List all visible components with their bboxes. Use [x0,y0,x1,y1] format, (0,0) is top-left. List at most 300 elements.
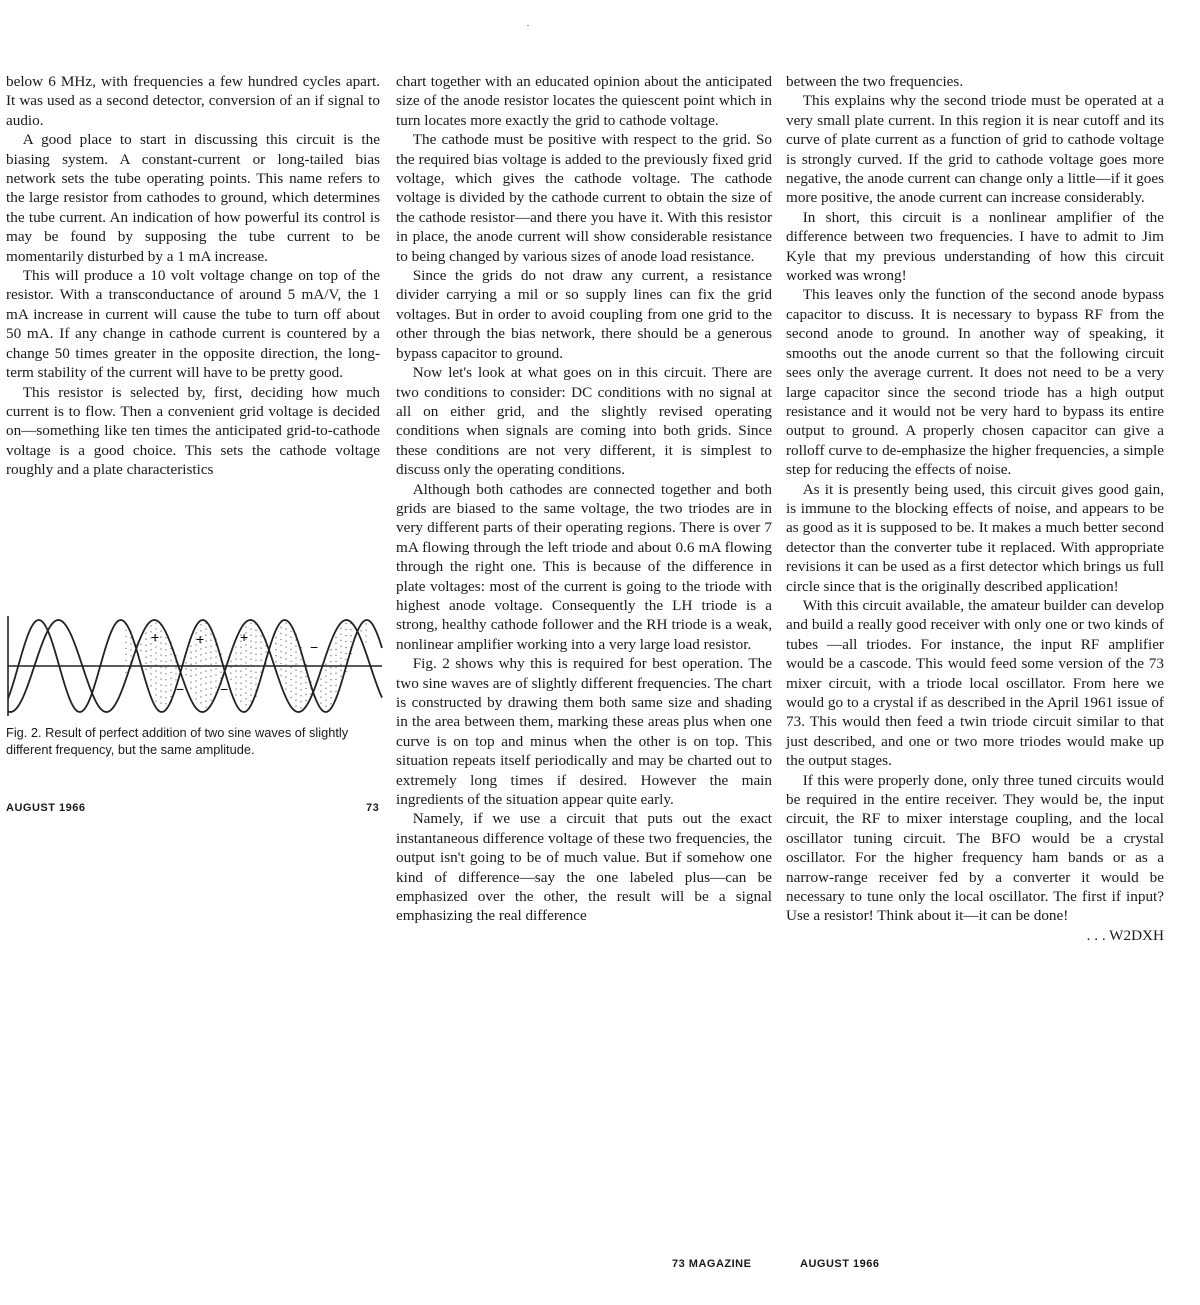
shade-dot [185,662,186,663]
shade-dot [145,657,146,658]
shade-dot [260,641,261,642]
shade-dot [335,673,336,674]
shade-dot [350,641,351,642]
shade-dot [280,633,281,634]
shade-dot [295,651,296,652]
shade-dot [335,649,336,650]
shade-dot [205,689,206,690]
paragraph: Although both cathodes are connected together and both grids are biased to the same voltage, the two triodes are in very different parts of their operating regions. There is over 7 mA flowing through the left triode and about 0.6 mA flowing through the right one. This is because of the difference in plate voltages: most of the current is going to the triode with highest anode voltage. Consequently the LH triode is a strong, healthy cathode follower and the RH triode is a weak, nonlinear amplifier working into a very large load resistor. [396,480,772,653]
shade-dot [140,644,141,645]
shade-dot [240,659,241,660]
shade-dot [145,633,146,634]
shade-dot [260,659,261,660]
shade-dot [245,686,246,687]
shade-dot [325,705,326,706]
shade-dot [300,683,301,684]
shade-dot [215,668,216,669]
shade-dot [265,651,266,652]
shade-dot [150,685,151,686]
shade-dot [345,647,346,648]
shade-dot [295,699,296,700]
shade-dot [210,699,211,700]
shade-dot [155,652,156,653]
shade-dot [195,650,196,651]
shade-dot [125,648,126,649]
shade-dot [215,656,216,657]
shade-dot [205,629,206,630]
shade-dot [360,630,361,631]
shade-dot [340,670,341,671]
shade-dot [290,673,291,674]
shade-dot [255,684,256,685]
paragraph: In short, this circuit is a nonlinear amplifier of the difference between two frequencies. I have to admit to Jim Kyle that my previous understanding of how this circuit worked was wrong! [786,208,1164,285]
shade-dot [190,670,191,671]
shade-dot [305,676,306,677]
shade-dot [200,690,201,691]
shade-dot [235,682,236,683]
shade-dot [240,653,241,654]
footer-magazine: 73 MAGAZINE [672,1258,752,1270]
shade-dot [145,651,146,652]
shade-dot [255,660,256,661]
shade-dot [285,652,286,653]
plus-label: + [196,631,205,647]
shade-dot [285,628,286,629]
paragraph: chart together with an educated opinion about the anticipated size of the anode resistor locates the quiescent point which in turn locates more exactly the grid to cathode voltage. [396,73,772,129]
footer-date-right: AUGUST 1966 [800,1258,880,1270]
shade-dot [165,691,166,692]
shade-dot [155,658,156,659]
shade-dot [195,656,196,657]
shade-dot [170,666,171,667]
shade-dot [240,671,241,672]
paragraph: below 6 MHz, with frequencies a few hundred cycles apart. It was used as a second detector, conversion of an if signal to audio. [6,73,380,129]
shade-dot [350,635,351,636]
shade-dot [155,688,156,689]
shade-dot [165,661,166,662]
shade-dot [320,696,321,697]
shade-dot [290,643,291,644]
shade-dot [165,679,166,680]
shade-dot [215,650,216,651]
paragraph: This explains why the second triode must be operated at a very small plate current. In this region it is near cutoff and its curve of plate current as a function of grid to cathode voltage is strongly curved. If the grid to cathode voltage goes more negative, the anode current can change only a little—if it goes more positive, the anode current can increase considerably. [786,92,1164,207]
paragraph: This resistor is selected by, first, deciding how much current is to flow. Then a convenient grid voltage is decided on—something like ten times the anticipated grid-to-cathode voltage is a good choice. This sets the cathode voltage roughly and a plate characteristics [6,383,380,479]
shade-dot [275,661,276,662]
shade-dot [165,697,166,698]
shade-dot [250,628,251,629]
shade-dot [365,629,366,630]
shade-dot [240,701,241,702]
shade-dot [205,683,206,684]
paragraph: Now let's look at what goes on in this circuit. There are two conditions to consider: DC conditions with no signal at all on either grid, and the slightly revised operating conditions when signals are coming into both grids. Since these conditions are not very different, it is simplest to discuss only the operating conditions. [396,364,772,479]
paragraph: Fig. 2 shows why this is required for best operation. The two sine waves are of slightly different frequencies. The chart is constructed by drawing them both same size and shading in the area between them, marking these areas plus when one curve is on top and minus when the other is on top. This situation repeats itself periodically and may be charted out to extremely long times if desired. However the main ingredients of the situation appear quite early. [396,655,772,809]
shade-dot [335,685,336,686]
shade-dot [335,691,336,692]
shade-dot [230,667,231,668]
shade-dot [205,677,206,678]
shade-dot [320,690,321,691]
shade-dot [345,635,346,636]
shade-dot [195,662,196,663]
shade-dot [155,682,156,683]
shade-dot [300,689,301,690]
shade-dot [210,639,211,640]
shade-dot [245,674,246,675]
shade-dot [155,676,156,677]
shade-dot [200,696,201,697]
shade-dot [280,651,281,652]
shade-dot [190,682,191,683]
shade-dot [295,645,296,646]
shade-dot [200,702,201,703]
shade-dot [255,648,256,649]
shade-dot [160,648,161,649]
footer-date: AUGUST 1966 [6,802,86,814]
shade-dot [330,661,331,662]
plus-label: + [240,629,249,645]
shade-dot [340,640,341,641]
shade-dot [325,675,326,676]
shade-dot [365,623,366,624]
shade-dot [250,658,251,659]
shade-dot [215,674,216,675]
shade-dot [340,628,341,629]
shade-dot [250,694,251,695]
shade-dot [365,635,366,636]
shade-dot [290,667,291,668]
shade-dot [160,654,161,655]
shade-dot [130,637,131,638]
shade-dot [285,670,286,671]
paragraph: Namely, if we use a circuit that puts out the exact instantaneous difference voltage of these two frequencies, the output isn't going to be of much value. But if somehow one kind of difference—say the one labeled plus—can be emphasized over the other, the result will be a signal emphasizing the real difference [396,810,772,925]
shade-dot [130,649,131,650]
sine-wave-plot [4,612,384,720]
shade-dot [145,663,146,664]
shade-dot [280,675,281,676]
shade-dot [210,681,211,682]
shade-dot [250,682,251,683]
shade-dot [290,685,291,686]
shade-dot [285,682,286,683]
shade-dot [335,637,336,638]
paragraph: As it is presently being used, this circuit gives good gain, is immune to the blocking effects of noise, and appears to be as good as it is supposed to be. It makes a much better second detector than the converter tube it replaced. With appropriate revisions it can be used as a first detector which brings us full circle since that is the originally described application! [786,480,1164,595]
shade-dot [345,641,346,642]
shade-dot [325,669,326,670]
shade-dot [125,654,126,655]
shade-dot [245,680,246,681]
shade-dot [290,649,291,650]
shade-dot [190,664,191,665]
shade-dot [195,692,196,693]
column-left [6,72,380,480]
shade-dot [195,680,196,681]
shade-dot [165,667,166,668]
minus-label: − [176,681,185,697]
shade-dot [320,684,321,685]
shade-dot [290,655,291,656]
shade-dot [150,661,151,662]
shade-dot [155,646,156,647]
shade-dot [235,646,236,647]
minus-label: − [220,681,229,697]
shade-dot [230,673,231,674]
shade-dot [285,646,286,647]
shade-dot [280,669,281,670]
shade-dot [245,626,246,627]
shade-dot [295,693,296,694]
shade-dot [145,639,146,640]
shade-dot [280,645,281,646]
paragraph: With this circuit available, the amateur builder can develop and build a really good receiver with only one or two kinds of tubes —all triodes. For instance, the input RF amplifier would be a cascode. This would feed some version of the 73 mixer circuit, with a triode local oscillator. From here we would go to a crystal if as described in the April 1961 issue of 73. This would then feed a twin triode circuit similar to that just described, and one or two more triodes would make up the output stages. [786,596,1164,770]
shade-dot [340,676,341,677]
shade-dot [250,634,251,635]
paragraph: Since the grids do not draw any current, a resistance divider carrying a mil or so supply lines can fix the grid voltages. But in order to avoid coupling from one grid to the other through the bias network, there should be a generous bypass capacitor to ground. [396,267,772,362]
shade-dot [145,645,146,646]
shade-dot [165,643,166,644]
shade-dot [200,654,201,655]
shade-dot [300,701,301,702]
shade-dot [245,704,246,705]
shade-dot [250,646,251,647]
shade-dot [240,695,241,696]
shade-dot [170,696,171,697]
shade-dot [240,689,241,690]
shade-dot [235,676,236,677]
shade-dot [345,653,346,654]
shade-dot [150,655,151,656]
shade-dot [250,688,251,689]
shade-dot [295,657,296,658]
shade-dot [125,672,126,673]
shade-dot [235,658,236,659]
shade-dot [320,702,321,703]
shade-dot [325,699,326,700]
shade-dot [300,671,301,672]
shade-dot [155,670,156,671]
shade-dot [205,659,206,660]
shade-dot [160,630,161,631]
shade-dot [245,656,246,657]
shade-dot [210,687,211,688]
shade-dot [200,648,201,649]
shade-dot [335,643,336,644]
shade-dot [210,675,211,676]
shade-dot [240,665,241,666]
shade-dot [295,705,296,706]
shade-dot [285,688,286,689]
shade-dot [330,649,331,650]
shade-dot [295,681,296,682]
shade-dot [195,698,196,699]
shade-dot [295,687,296,688]
shade-dot [170,684,171,685]
shade-dot [200,666,201,667]
shade-dot [300,659,301,660]
shade-dot [160,636,161,637]
shade-dot [300,677,301,678]
shade-dot [300,665,301,666]
shade-dot [365,641,366,642]
shade-dot [275,655,276,656]
paragraph: A good place to start in discussing this circuit is the biasing system. A constant-current or long-tailed bias network sets the tube operating points. This name refers to the large resistor from cathodes to ground, which determines the tube current. An indication of how powerful its control is may be found by supposing the tube current to be momentarily disturbed by a 1 mA increase. [6,131,380,265]
shade-dot [305,688,306,689]
shade-dot [275,643,276,644]
shade-dot [235,694,236,695]
shade-dot [150,649,151,650]
shade-dot [260,653,261,654]
shade-dot [185,668,186,669]
shade-dot [350,629,351,630]
shade-dot [260,635,261,636]
shade-dot [200,660,201,661]
shade-dot [165,703,166,704]
shade-dot [330,691,331,692]
shade-dot [230,661,231,662]
shade-dot [160,684,161,685]
shade-dot [325,681,326,682]
shade-dot [255,666,256,667]
shade-dot [335,655,336,656]
shade-dot [155,664,156,665]
shade-dot [240,683,241,684]
shade-dot [235,664,236,665]
shade-dot [175,667,176,668]
shade-dot [295,669,296,670]
shade-dot [190,676,191,677]
shade-dot [160,660,161,661]
speck [527,25,529,26]
shade-dot [250,640,251,641]
shade-dot [305,700,306,701]
shade-dot [290,631,291,632]
shade-dot [205,635,206,636]
paragraph: The cathode must be positive with respect to the grid. So the required bias voltage is added to the previously fixed grid voltage, which gives the cathode voltage. The cathode voltage is divided by the cathode current to obtain the size of the cathode resistor—and there you have it. With this resistor in place, the anode current will show considerable resistance to being changed by various sizes of anode load resistance. [396,131,772,265]
shade-dot [205,701,206,702]
shade-dot [250,670,251,671]
shade-dot [345,629,346,630]
shade-dot [255,654,256,655]
shade-dot [290,691,291,692]
shade-dot [215,662,216,663]
shade-dot [210,633,211,634]
shade-dot [285,634,286,635]
shade-dot [320,678,321,679]
shade-dot [330,697,331,698]
shade-dot [240,677,241,678]
shade-dot [330,655,331,656]
shade-dot [205,695,206,696]
shade-dot [170,690,171,691]
shade-dot [150,667,151,668]
shade-dot [295,663,296,664]
shade-dot [300,707,301,708]
shade-dot [210,669,211,670]
shade-dot [125,636,126,637]
shade-dot [195,674,196,675]
shade-dot [330,703,331,704]
shade-dot [325,693,326,694]
shade-dot [290,637,291,638]
shade-dot [205,641,206,642]
shade-dot [205,707,206,708]
shade-dot [155,700,156,701]
shade-dot [285,658,286,659]
shade-dot [210,663,211,664]
shade-dot [340,664,341,665]
shade-dot [250,700,251,701]
shade-dot [280,627,281,628]
shade-dot [325,687,326,688]
shade-dot [280,663,281,664]
shade-dot [285,640,286,641]
shade-dot [150,673,151,674]
shade-dot [245,662,246,663]
shade-dot [165,649,166,650]
shade-dot [165,685,166,686]
shade-dot [260,665,261,666]
shade-dot [230,679,231,680]
author-signature: . . . W2DXH [1086,926,1164,944]
shade-dot [340,658,341,659]
shade-dot [200,672,201,673]
shade-dot [240,647,241,648]
shade-dot [345,659,346,660]
paragraph: This will produce a 10 volt voltage change on top of the resistor. With a transconductance of around 5 mA/V, the 1 mA increase in current will cause the tube to turn off about 50 mA. If any change in cathode current is countered by a change 50 times greater in the opposite direction, the long-term stability of the current will have to be pretty good. [6,267,380,382]
shade-dot [245,650,246,651]
shade-dot [250,664,251,665]
shade-dot [260,647,261,648]
paragraph: between the two frequencies. [786,73,964,90]
shade-dot [330,667,331,668]
shade-dot [245,692,246,693]
shade-dot [255,672,256,673]
shade-dot [335,661,336,662]
shade-dot [215,680,216,681]
shade-dot [345,623,346,624]
shade-dot [210,657,211,658]
shade-dot [170,672,171,673]
shade-dot [285,622,286,623]
shade-dot [335,667,336,668]
shade-dot [190,688,191,689]
shade-dot [290,679,291,680]
shade-dot [210,693,211,694]
shade-dot [290,697,291,698]
shade-dot [205,671,206,672]
shade-dot [235,652,236,653]
footer-page-number: 73 [366,802,380,814]
shade-dot [330,679,331,680]
shade-dot [335,679,336,680]
shade-dot [190,652,191,653]
shade-dot [205,665,206,666]
shade-dot [280,657,281,658]
shade-dot [150,679,151,680]
shade-dot [340,646,341,647]
shade-dot [255,642,256,643]
shade-dot [205,653,206,654]
shade-dot [185,674,186,675]
plus-label: + [151,629,160,645]
shade-dot [160,672,161,673]
column-middle [396,72,772,926]
shade-dot [275,637,276,638]
shade-dot [130,643,131,644]
shade-dot [305,694,306,695]
shade-dot [245,698,246,699]
shade-dot [190,658,191,659]
shade-dot [220,666,221,667]
